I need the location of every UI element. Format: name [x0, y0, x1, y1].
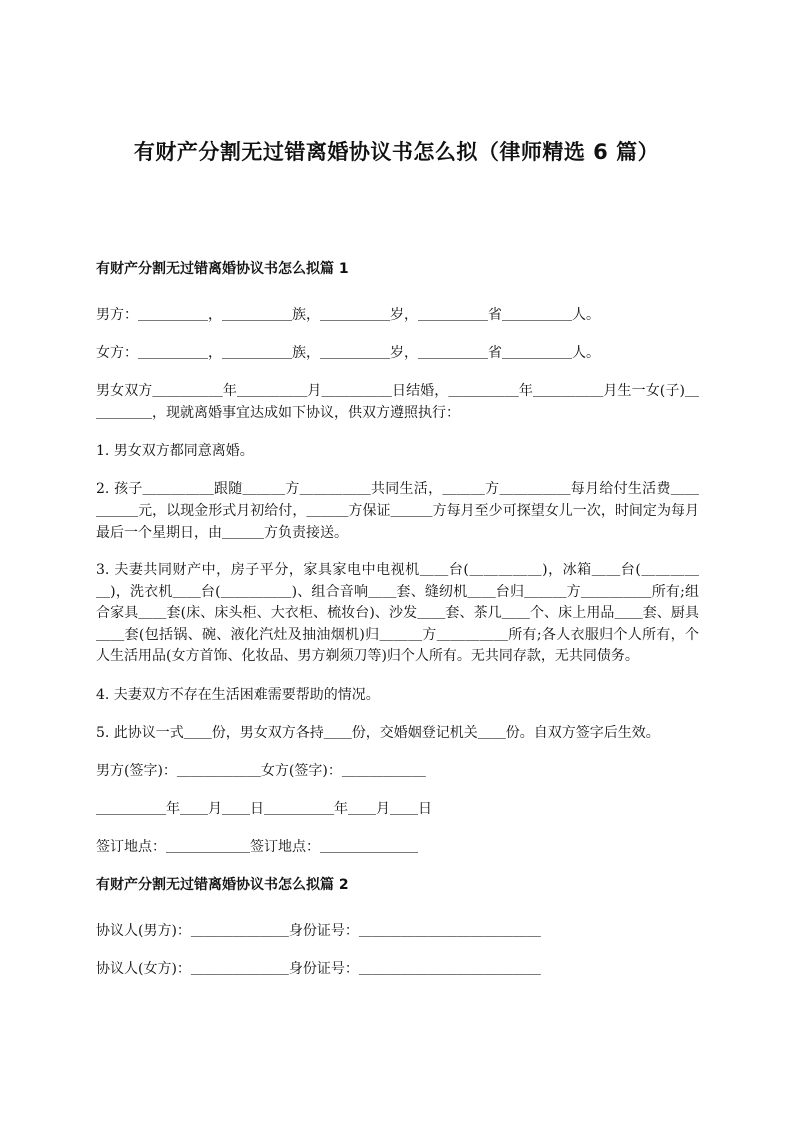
paragraph-female-party: 协议人(女方)：＿＿＿＿＿＿＿身份证号：＿＿＿＿＿＿＿＿＿＿＿＿＿	[96, 960, 541, 977]
paragraph-clause-4: 4. 夫妻双方不存在生活困难需要帮助的情况。	[96, 686, 380, 703]
document-body	[96, 258, 699, 996]
paragraph-marriage-info: 男女双方＿＿＿＿＿年＿＿＿＿＿月＿＿＿＿＿日结婚，＿＿＿＿＿年＿＿＿＿＿月生一女(子)＿＿＿＿＿，现就离婚事宜达成如下协议，供双方遵照执行：	[96, 383, 699, 421]
paragraph-signatures: 男方(签字)：＿＿＿＿＿＿女方(签字)：＿＿＿＿＿＿	[96, 762, 426, 779]
paragraph-female-info: 女方：＿＿＿＿＿，＿＿＿＿＿族，＿＿＿＿＿岁，＿＿＿＿＿省＿＿＿＿＿人。	[96, 345, 600, 361]
paragraph-male-party: 协议人(男方)：＿＿＿＿＿＿＿身份证号：＿＿＿＿＿＿＿＿＿＿＿＿＿	[96, 922, 541, 939]
paragraph-locations: 签订地点：＿＿＿＿＿＿签订地点：＿＿＿＿＿＿＿	[96, 838, 418, 855]
section-2	[96, 874, 699, 980]
paragraph-clause-2: 2. 孩子＿＿＿＿＿跟随＿＿＿方＿＿＿＿＿共同生活，＿＿＿方＿＿＿＿＿每月给付生活费＿＿＿＿＿元，以现金形式月初给付，＿＿＿方保证＿＿＿方每月至少可探望女儿一次，时间定为每月最后一个星期日，由＿＿＿方负责接送。	[96, 481, 699, 541]
paragraph-clause-1: 1. 男女双方都同意离婚。	[96, 443, 254, 459]
section-heading: 有财产分割无过错离婚协议书怎么拟篇 1	[96, 261, 349, 277]
paragraph-clause-5: 5. 此协议一式＿＿份，男女双方各持＿＿份，交婚姻登记机关＿＿份。自双方签字后生效。	[96, 724, 660, 741]
section-heading: 有财产分割无过错离婚协议书怎么拟篇 2	[96, 876, 349, 893]
page-title: 有财产分割无过错离婚协议书怎么拟（律师精选 6 篇）	[133, 140, 660, 164]
paragraph-dates: ＿＿＿＿＿年＿＿月＿＿日＿＿＿＿＿年＿＿月＿＿日	[96, 800, 432, 817]
paragraph-male-info: 男方：＿＿＿＿＿，＿＿＿＿＿族，＿＿＿＿＿岁，＿＿＿＿＿省＿＿＿＿＿人。	[96, 307, 600, 323]
section-1	[96, 258, 699, 858]
paragraph-clause-3: 3. 夫妻共同财产中，房子平分，家具家电中电视机＿＿台(＿＿＿＿＿)，冰箱＿＿台(＿＿＿＿＿)，洗衣机＿＿台(＿＿＿＿＿)、组合音响＿＿套、缝纫机＿＿台归＿＿＿方＿＿＿＿＿所有;组合家具＿＿套(床、床头柜、大衣柜、梳妆台)、沙发＿＿套、茶几＿＿个、床上用品＿＿套、厨具＿＿套(包括锅、碗、液化汽灶及抽油烟机)归＿＿＿方＿＿＿＿＿所有;各人衣服归个人所有，个人生活用品(女方首饰、化妆品、男方剃须刀等)归个人所有。无共同存款，无共同债务。	[96, 562, 699, 664]
